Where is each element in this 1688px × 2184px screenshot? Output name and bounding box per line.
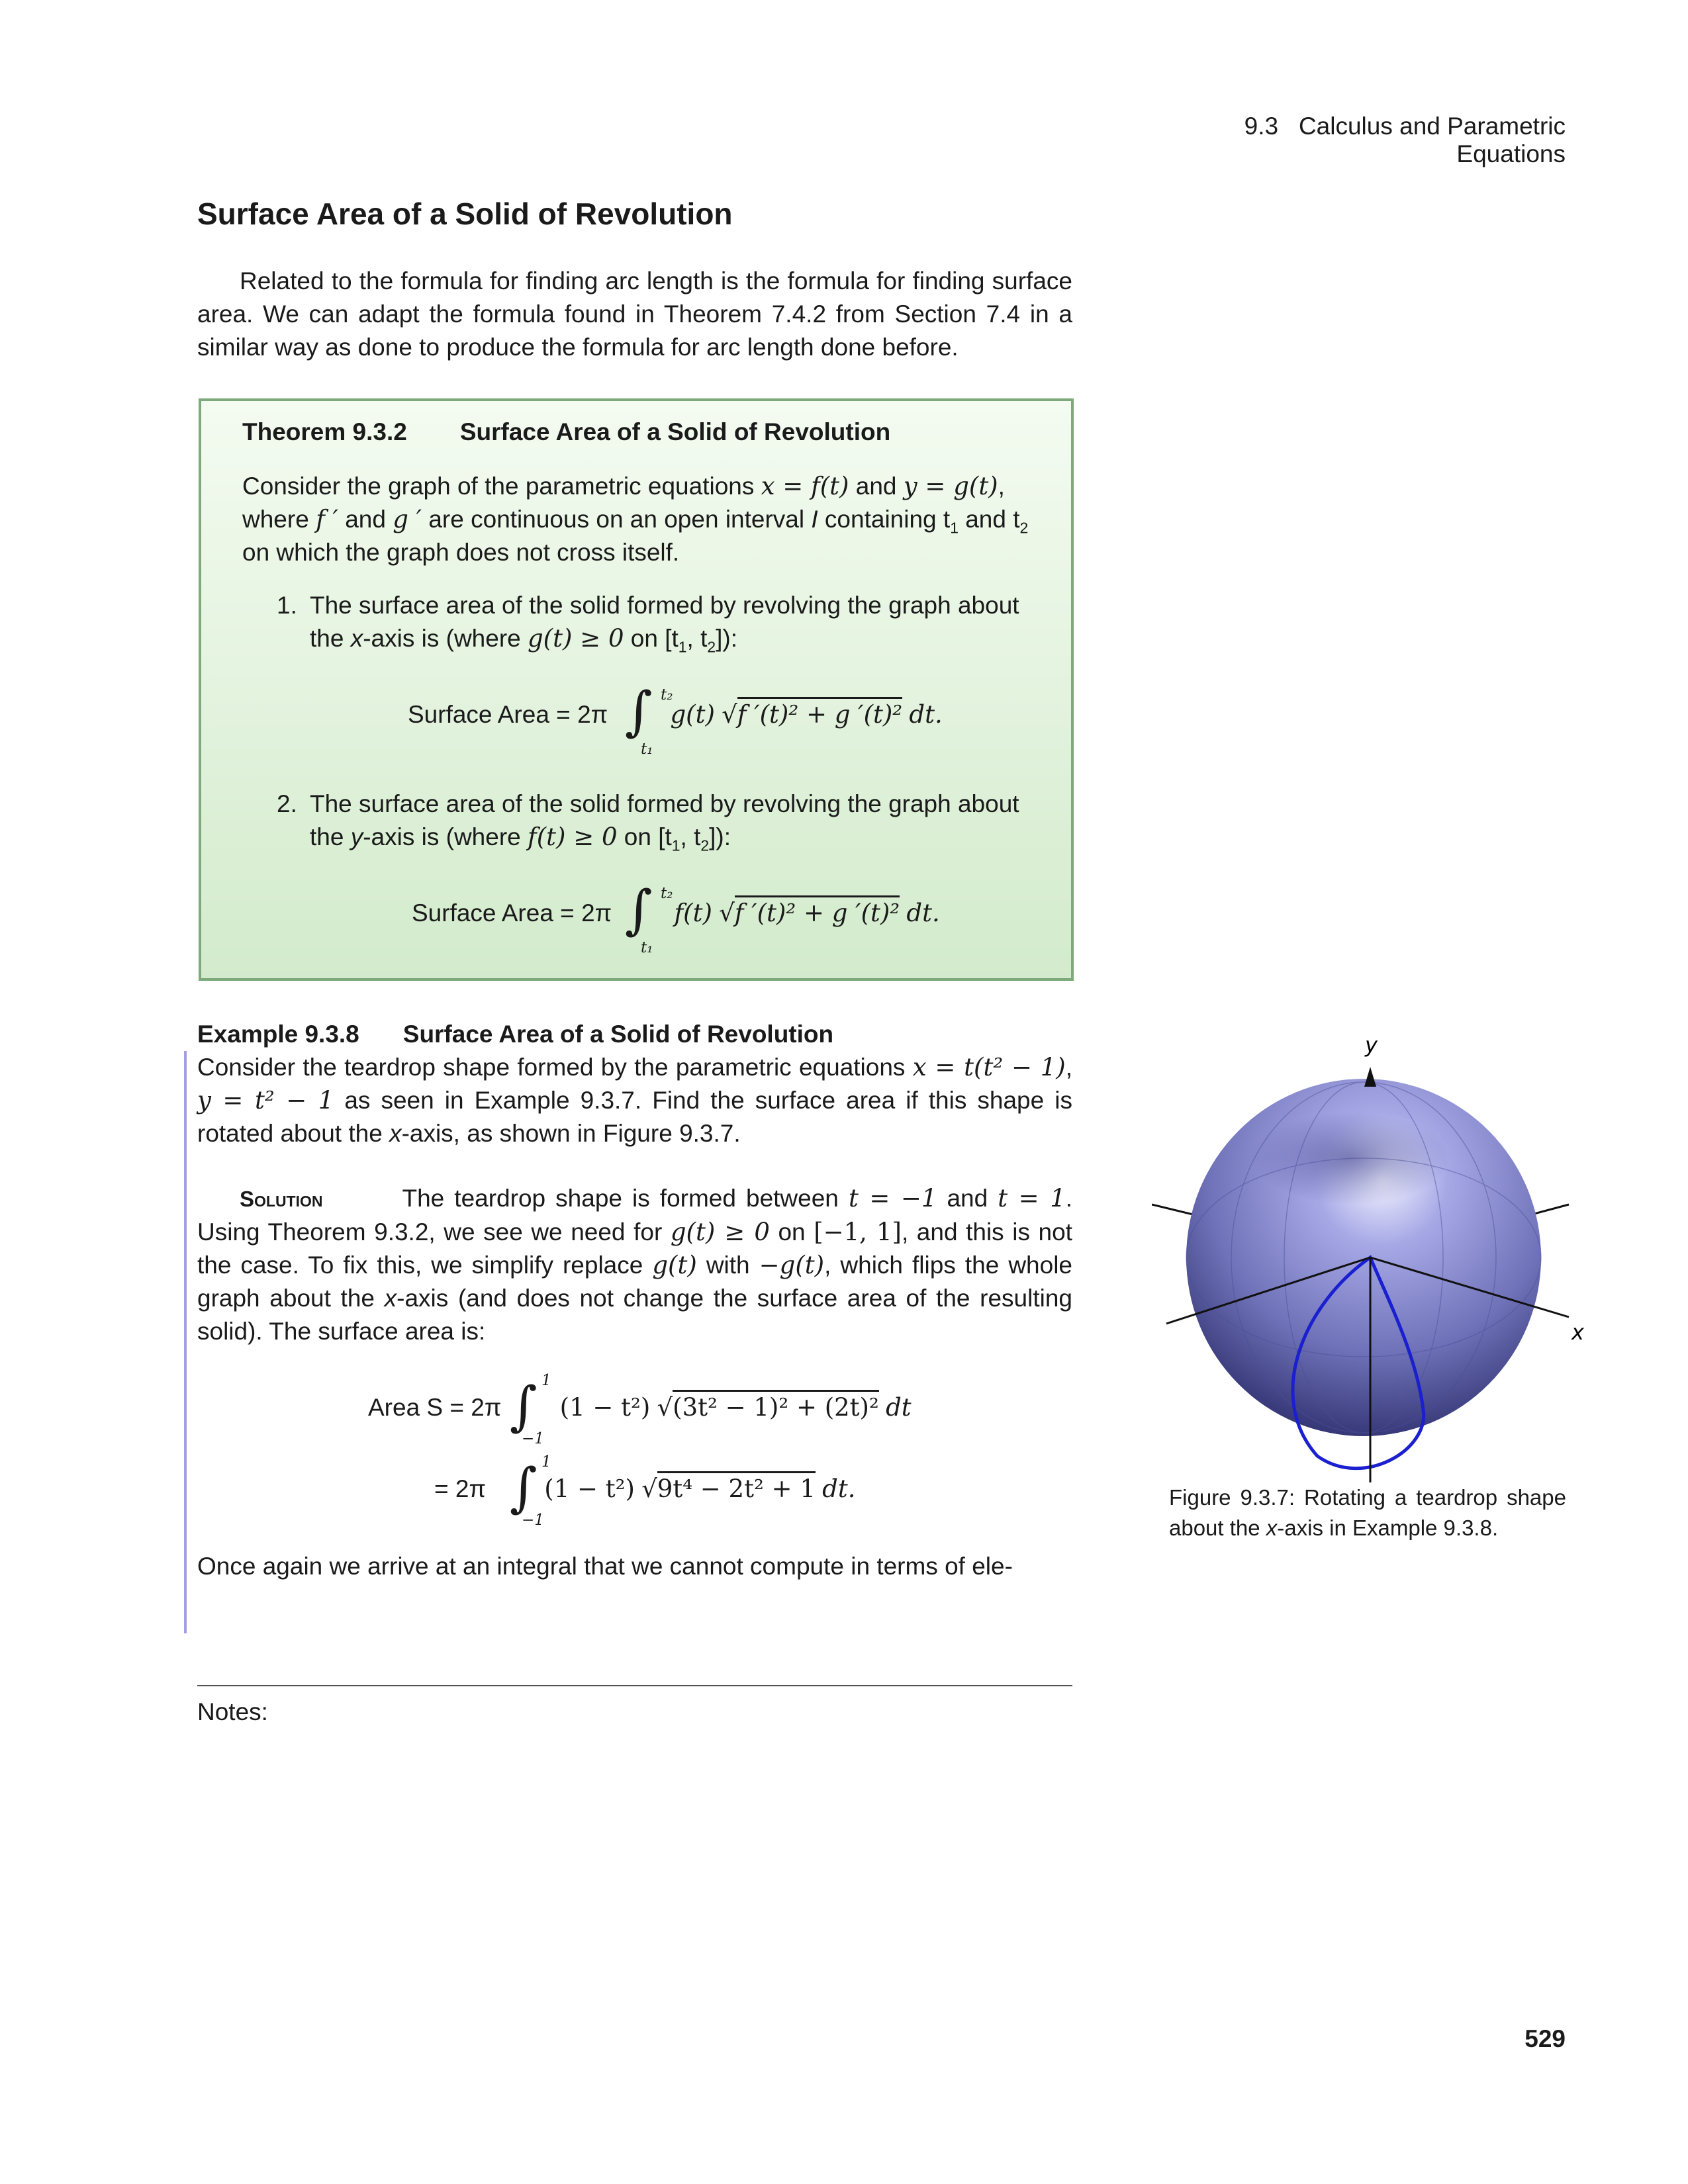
theorem-body xyxy=(242,470,1030,956)
example-label: Example 9.3.8 xyxy=(197,1021,359,1048)
example-title: Surface Area of a Solid of Revolution xyxy=(402,1021,834,1048)
formula-y-axis: Surface Area = 2π ∫ t₂ t₁ f(t) √f ′(t)² + g ′(t)² dt. xyxy=(412,897,940,930)
theorem-label: Theorem 9.3.2 xyxy=(242,418,407,445)
theorem-box xyxy=(199,398,1074,981)
example-margin-bar xyxy=(184,1051,187,1633)
item-number: 2. xyxy=(277,790,297,817)
integral-sign: ∫ xyxy=(510,1375,538,1437)
intro-text: Related to the formula for finding arc length is the formula for finding surface area. We can adapt the formula found in Theorem 7.4.2 from Section 7.4 in a similar way as done to produce the formula for arc length done before. xyxy=(197,267,1072,361)
integral-sign: ∫ xyxy=(625,680,653,742)
theorem-title: Surface Area of a Solid of Revolution xyxy=(459,418,891,445)
upper-limit: t₂ xyxy=(661,686,673,704)
upper-limit: t₂ xyxy=(661,885,673,902)
header-section-number: 9.3 xyxy=(1244,113,1279,140)
solution-label: Solution xyxy=(240,1187,323,1211)
integral-sign: ∫ xyxy=(510,1457,538,1518)
solution-paragraph: Solution The teardrop shape is formed between t = −1 and t = 1. Using Theorem 9.3.2, we see we need for g(t) ≥ 0 on [−1, 1], and this is not the case. To fix this, we simplify replace g(t) with −g(t), which flips the whole graph about the x-axis (and does not change the surface area of the resulting solid). The surface area is: xyxy=(197,1184,1073,1345)
theorem-item-2 xyxy=(242,788,1030,854)
item-number: 1. xyxy=(277,592,297,619)
formula-x-axis: Surface Area = 2π ∫ t₂ t₁ g(t) √f ′(t)² + g ′(t)² dt. xyxy=(408,698,943,731)
item-text: The surface area of the solid formed by revolving the graph about the y-axis is (where f(t) ≥ 0 on [$t_1$, $t_2$]): xyxy=(310,790,1019,854)
lower-limit: t₁ xyxy=(641,939,653,956)
solution-equation-2: = 2π ∫ 1 −1 (1 − t²) √9t⁴ − 2t² + 1 dt. xyxy=(434,1453,856,1529)
y-axis-label: y xyxy=(1365,1032,1378,1058)
figure-teardrop-surface xyxy=(1152,1026,1589,1489)
item-text: The surface area of the solid formed by revolving the graph about the x-axis is (where g(t) ≥ 0 on [$t_1$, $t_2$]): xyxy=(310,592,1019,656)
example-statement: Consider the teardrop shape formed by the parametric equations x = t(t² − 1), y = t² − 1 as seen in Example 9.3.7. Find the surface area if this shape is rotated about the x-axis, as shown in Figure 9.3.7. xyxy=(197,1053,1072,1147)
integral-sign: ∫ xyxy=(625,879,653,940)
section-title: Surface Area of a Solid of Revolution xyxy=(197,197,733,231)
lower-limit: t₁ xyxy=(641,741,653,758)
running-header xyxy=(1129,113,1566,168)
y-axis-arrow-icon xyxy=(1364,1067,1376,1087)
example-heading xyxy=(197,1021,833,1048)
theorem-hypothesis: Consider the graph of the parametric equations x = f(t) and y = g(t), where f ′ and g ′ are continuous on an open interval I containing $t_1$ and $t_2$ on which the graph does not cross itself. xyxy=(242,472,1029,566)
notes-label: Notes: xyxy=(197,1698,268,1725)
intro-paragraph xyxy=(197,265,1072,364)
solution-equation-1: Area S = 2π ∫ 1 −1 (1 − t²) √(3t² − 1)² + (2t)² dt xyxy=(368,1372,912,1447)
theorem-item-1 xyxy=(242,589,1030,655)
closing-text: Once again we arrive at an integral that we cannot compute in terms of ele- xyxy=(197,1553,1013,1580)
x-axis-label: x xyxy=(1571,1320,1584,1345)
figure-caption: Figure 9.3.7: Rotating a teardrop shape about the x-axis in Example 9.3.8. xyxy=(1169,1485,1566,1540)
theorem-heading xyxy=(242,418,890,446)
notes-divider xyxy=(197,1685,1072,1686)
page-number: 529 xyxy=(1524,2025,1566,2052)
header-section-title: Calculus and Parametric Equations xyxy=(1298,113,1566,167)
